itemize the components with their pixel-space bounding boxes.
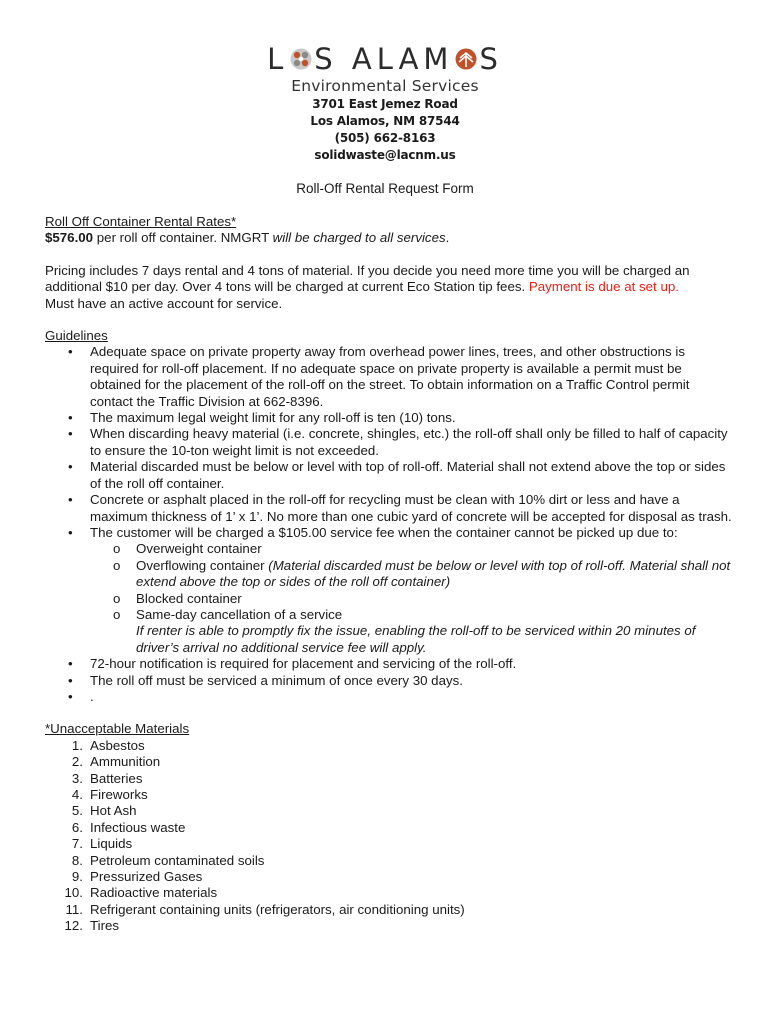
list-item: [45, 853, 735, 869]
guideline-item: • 72-hour notification is required for placement and servicing of the roll-off.: [45, 656, 735, 672]
service-fee-reasons: [90, 541, 735, 623]
list-number: 6.: [71, 819, 83, 835]
logo-word-right: S: [479, 42, 503, 76]
list-text: Batteries: [90, 770, 143, 786]
list-text: Tires: [90, 918, 120, 934]
pricing-paragraph: [45, 263, 735, 296]
address-email: solidwaste@lacnm.us: [314, 148, 456, 162]
fix-issue-note: If renter is able to promptly fix the issue, enabling the roll-off to be serviced within 20 minutes of driver’s arrival no additional service fee will apply.: [136, 623, 696, 655]
list-number: 11.: [65, 901, 83, 917]
reason-overflowing: [90, 558, 735, 591]
list-item: [45, 754, 735, 770]
rates-text: per roll off container. NMGRT: [93, 230, 273, 246]
list-item: [45, 885, 735, 901]
guidelines-heading: Guidelines: [45, 328, 108, 344]
reason-overflowing-label: Overflowing container: [136, 557, 269, 573]
logo-wordmark: [267, 42, 503, 76]
reason-blocked: o Blocked container: [90, 591, 735, 607]
list-item: [45, 869, 735, 885]
unacceptable-heading: *Unacceptable Materials: [45, 721, 190, 737]
list-item: [45, 803, 735, 819]
address-street: 3701 East Jemez Road: [312, 97, 458, 111]
list-number: 2.: [71, 754, 83, 770]
list-text: Fireworks: [90, 787, 148, 802]
form-title: Roll-Off Rental Request Form: [296, 181, 474, 196]
logo-word-left: L: [267, 42, 289, 76]
list-item: [45, 902, 735, 918]
list-number: 4.: [71, 787, 83, 802]
reason-overflowing-note: (Material discarded must be below or level with top of roll-off. Material shall not extend above the top or sides of the roll off container): [136, 557, 731, 590]
guideline-item: • Material discarded must be below or level with top of roll-off. Material shall not extend above the top or sides of the roll off container.: [45, 459, 735, 492]
logo-word-mid: S ALAM: [314, 42, 454, 76]
list-item: [45, 787, 735, 803]
reason-overweight: o Overweight container: [90, 541, 735, 557]
guideline-item-service-fee: [45, 525, 735, 656]
rates-italic: will be charged to all services: [272, 230, 446, 246]
list-text: Liquids: [90, 836, 133, 852]
unacceptable-list: [45, 738, 735, 935]
list-text: Asbestos: [90, 737, 145, 753]
logo-subtitle: Environmental Services: [291, 77, 479, 95]
list-text: Radioactive materials: [90, 885, 218, 901]
list-number: 5.: [71, 803, 83, 819]
logo: [0, 42, 770, 95]
guidelines-list: [45, 344, 735, 705]
reason-same-day: o Same-day cancellation of a service: [90, 607, 735, 623]
list-item: [45, 820, 735, 836]
list-text: Hot Ash: [90, 803, 137, 819]
leaf-icon: [454, 47, 478, 71]
globe-icon: [289, 47, 313, 71]
guideline-item: • Concrete or asphalt placed in the roll-off for recycling must be clean with 10% dirt or less and have a maximum thickness of 1’ x 1’. No more than one cubic yard of concrete will be accepted for disposal as trash.: [45, 492, 735, 525]
guideline-item: • Adequate space on private property away from overhead power lines, trees, and other obstructions is required for roll-off placement. If no adequate space on private property is available a permit must be obtained for the placement of the roll-off on the street. To obtain information on a Traffic Control permit contact the Traffic Division at 662-8396.: [45, 344, 735, 410]
rates-price: $576.00: [45, 230, 94, 246]
guideline-item: • .: [45, 689, 735, 705]
list-item: [45, 918, 735, 934]
list-number: 10.: [64, 885, 83, 901]
rates-end: .: [445, 230, 450, 246]
rates-heading: Roll Off Container Rental Rates*: [45, 214, 237, 229]
list-text: Pressurized Gases: [90, 869, 203, 885]
list-text: Petroleum contaminated soils: [90, 852, 265, 868]
address-city: Los Alamos, NM 87544: [310, 114, 460, 128]
form-body: [45, 214, 735, 935]
list-number: 1.: [71, 737, 83, 753]
list-text: Infectious waste: [90, 819, 186, 835]
list-number: 7.: [71, 836, 83, 852]
service-fee-text: The customer will be charged a $105.00 service fee when the container cannot be picked up due to:: [90, 524, 678, 540]
address-phone: (505) 662-8163: [334, 131, 436, 145]
payment-notice: Payment is due at set up.: [528, 279, 679, 295]
list-item: [45, 738, 735, 754]
list-number: 8.: [71, 852, 83, 868]
list-text: Refrigerant containing units (refrigerators, air conditioning units): [90, 901, 465, 917]
list-number: 3.: [71, 770, 83, 786]
rates-line: [45, 230, 735, 246]
account-notice: Must have an active account for service.: [45, 295, 283, 311]
pricing-text: Pricing includes 7 days rental and 4 tons of material. If you decide you need more time you will be charged an additional $10 per day. Over 4 tons will be charged at current Eco Station tip fees.: [45, 262, 690, 295]
guideline-item: • When discarding heavy material (i.e. concrete, shingles, etc.) the roll-off shall only be filled to half of capacity to ensure the 10-ton weight limit is not exceeded.: [45, 426, 735, 459]
address-block: [0, 96, 770, 164]
list-number: 9.: [71, 869, 83, 885]
list-number: 12.: [64, 918, 83, 934]
list-text: Ammunition: [90, 754, 161, 770]
list-item: [45, 836, 735, 852]
guideline-item: • The maximum legal weight limit for any roll-off is ten (10) tons.: [45, 410, 735, 426]
guideline-item: • The roll off must be serviced a minimum of once every 30 days.: [45, 673, 735, 689]
list-item: [45, 771, 735, 787]
